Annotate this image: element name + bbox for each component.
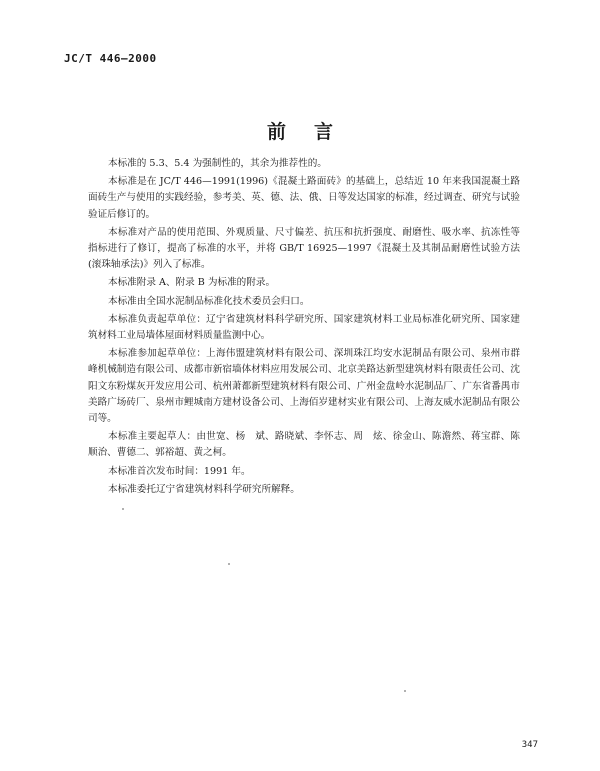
foreword-body <box>88 156 520 498</box>
paragraph-appendices: 本标准附录 A、附录 B 为标准的附录。 <box>108 277 276 289</box>
scan-speck <box>122 508 124 510</box>
page-number: 347 <box>521 740 538 750</box>
paragraph-revision-basis: 本标准是在 JC/T 446—1991(1996)《混凝土路面砖》的基础上，总结近 10 年来我国混凝土路面砖生产与使用的实践经验，参考美、英、德、法、俄、日等发达国家的标准，经过调查、研究与试验验证后修订的。 <box>88 176 520 220</box>
scan-speck <box>404 690 406 692</box>
paragraph-lead-drafters: 本标准负责起草单位：辽宁省建筑材料科学研究所、国家建筑材料工业局标准化研究所、国家建筑材料工业局墙体屋面材料质量监测中心。 <box>88 313 520 342</box>
scan-speck <box>228 563 230 565</box>
paragraph-participating-drafters: 本标准参加起草单位：上海伟盟建筑材料有限公司、深圳珠江均安水泥制品有限公司、泉州市群峰机械制造有限公司、成都市新宿墙体材料应用发展公司、北京美路达新型建筑材料有限责任公司、沈阳文东粉煤灰开发应用公司、杭州萧都新型建筑材料有限公司、广州金盘岭水泥制品厂、广东省番禺市美路广场砖厂、泉州市鲤城南方建材设备公司、上海佰岁建材实业有限公司、上海友威水泥制品有限公司等。 <box>88 348 520 425</box>
paragraph-committee: 本标准由全国水泥制品标准化技术委员会归口。 <box>108 295 310 307</box>
paragraph-main-drafters: 本标准主要起草人：由世宽、杨 斌、路晓斌、李怀志、周 炫、徐金山、陈澹然、蒋宝群、陈顺治、曹德二、郭裕超、黄之柯。 <box>88 431 520 459</box>
paragraph-revised-indicators: 本标准对产品的使用范围、外观质量、尺寸偏差、抗压和抗折强度、耐磨性、吸水率、抗冻性等指标进行了修订，提高了标准的水平，并将 GB/T 16925—1997《混凝土及其制品耐磨性试验方法(滚珠轴承法)》列入了标准。 <box>88 226 520 271</box>
paragraph-interpretation: 本标准委托辽宁省建筑材料科学研究所解释。 <box>108 483 300 495</box>
page-title: 前言 <box>266 121 361 143</box>
paragraph-first-release: 本标准首次发布时间：1991 年。 <box>108 465 251 477</box>
standard-code: JC/T 446—2000 <box>64 52 157 65</box>
paragraph-mandatory-clauses: 本标准的 5.3、5.4 为强制性的，其余为推荐性的。 <box>108 158 327 169</box>
